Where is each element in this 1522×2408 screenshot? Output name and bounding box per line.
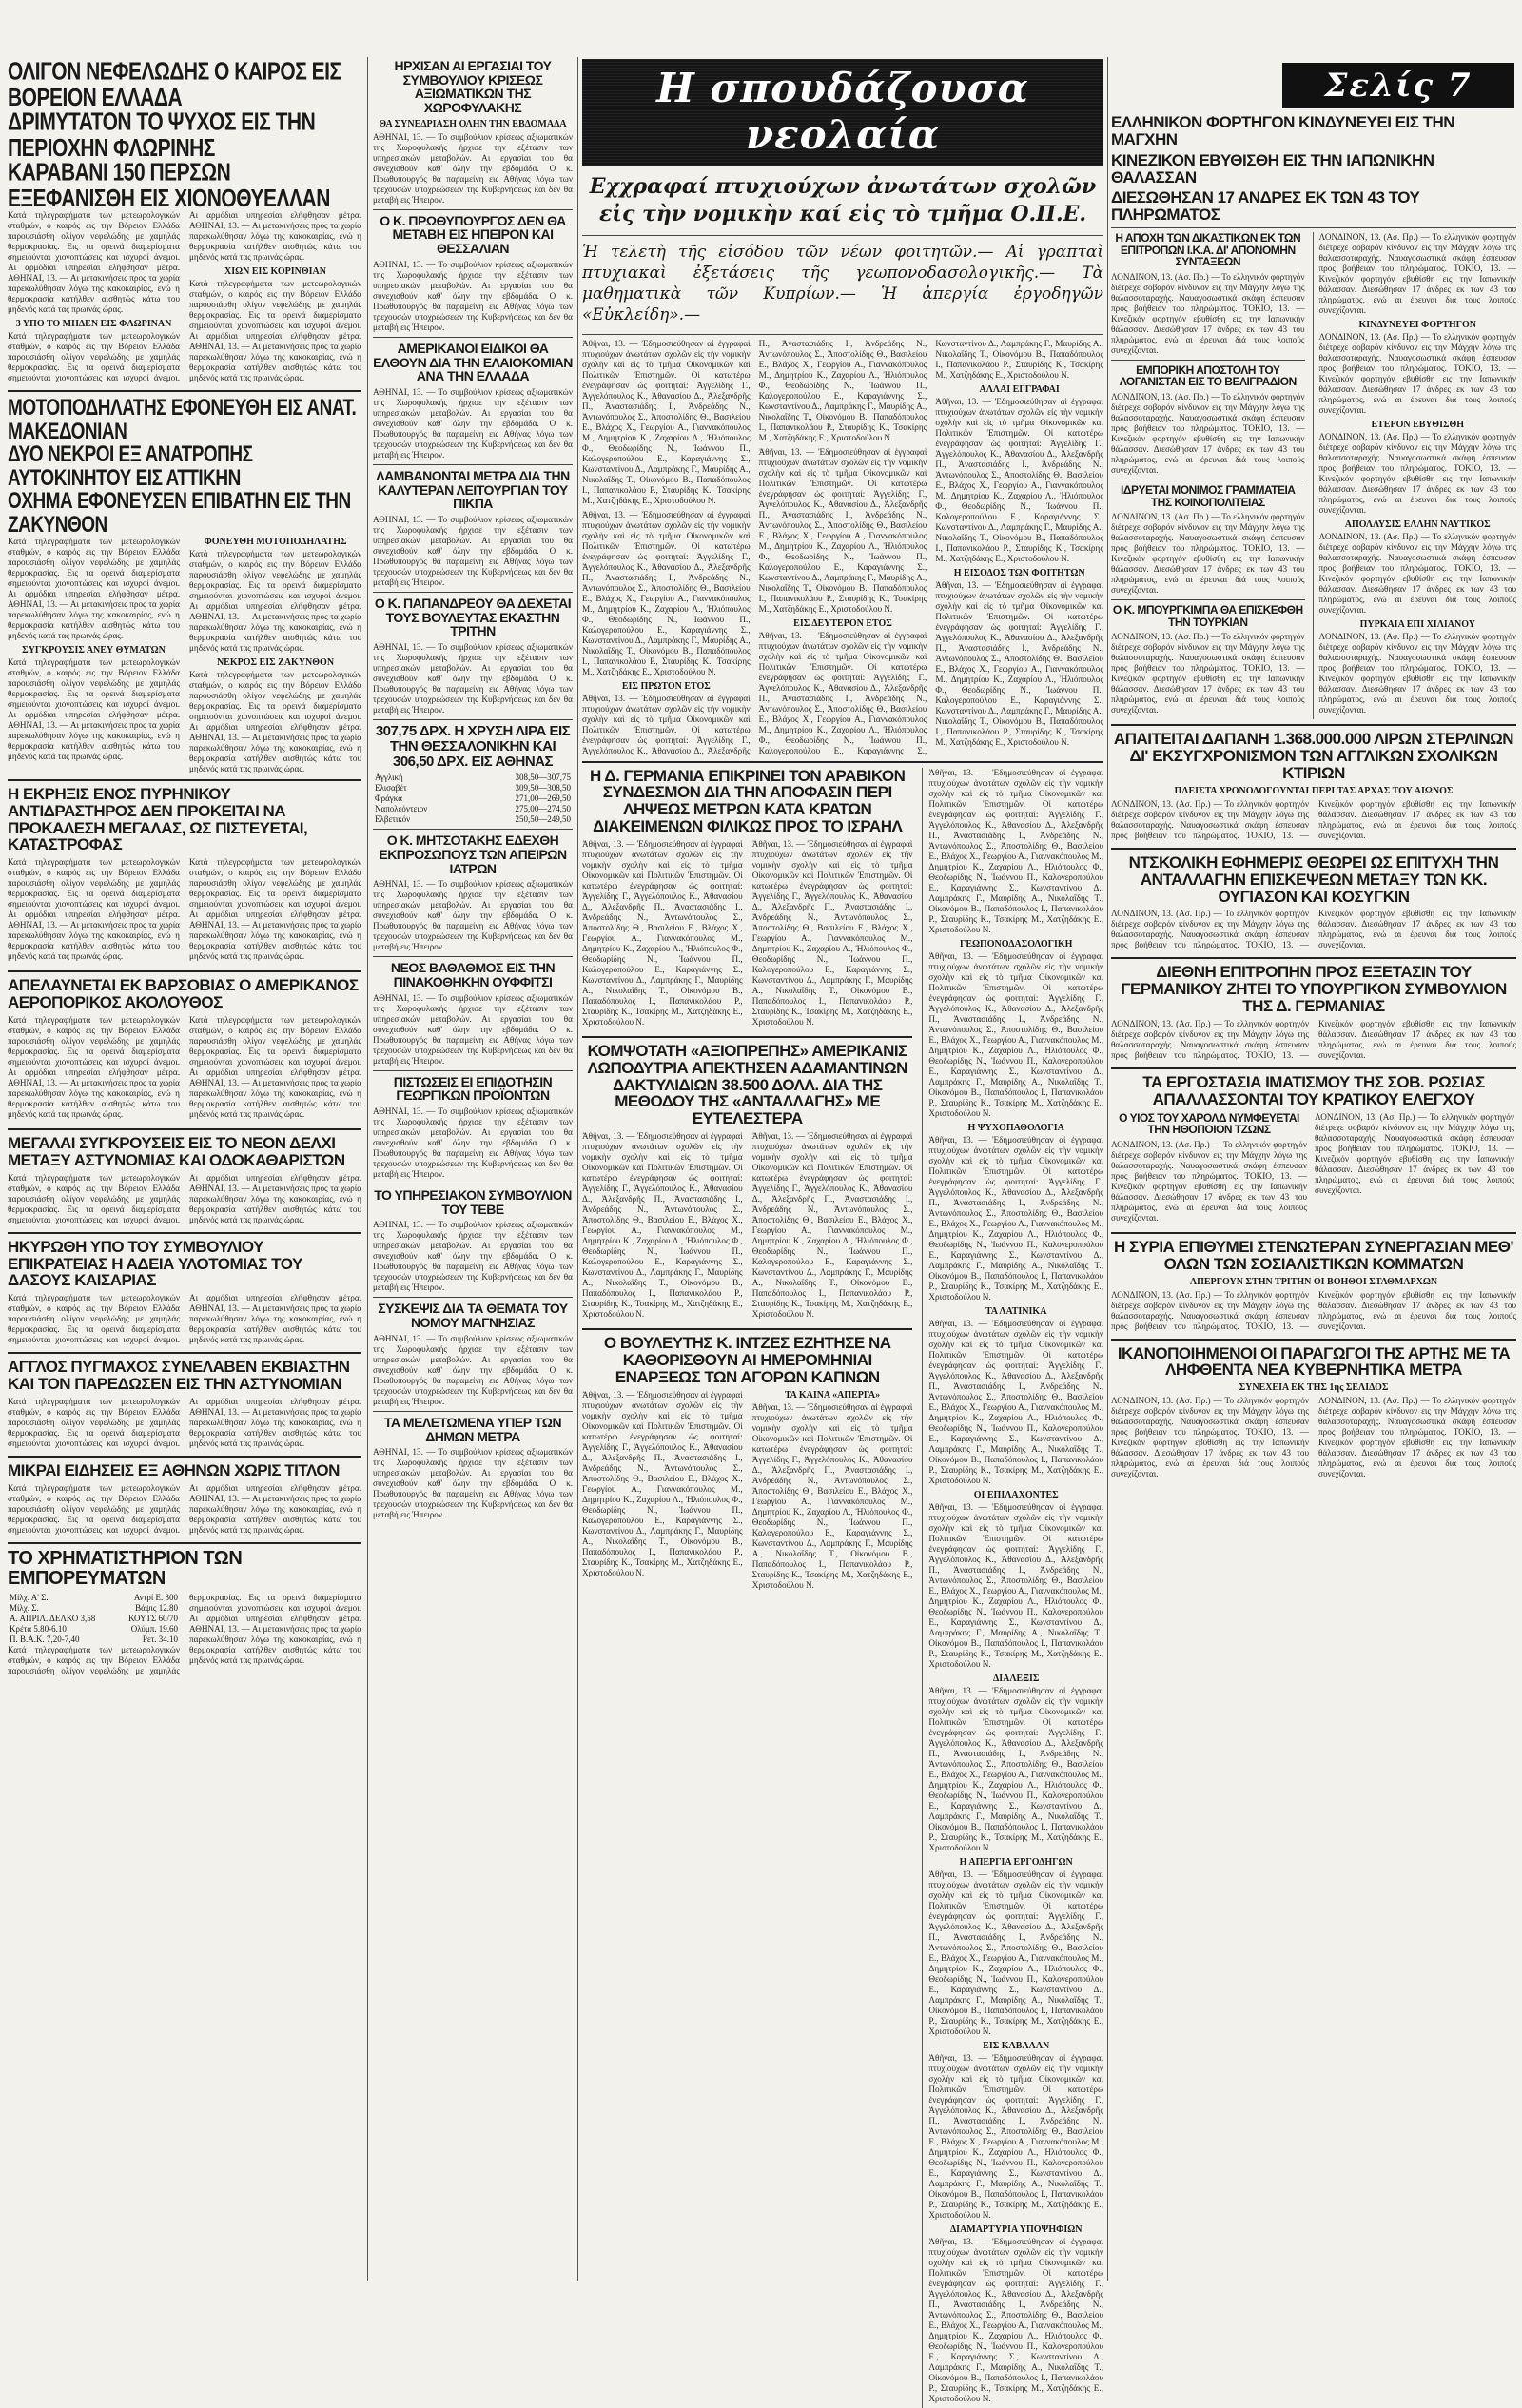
table-cell: Π. Β.Α.Κ. 7,20-7,40 (10, 1634, 80, 1644)
headline: ΙΔΡΥΕΤΑΙ ΜΟΝΙΜΟΣ ΓΡΑΜΜΑΤΕΙΑ ΤΗΣ ΚΟΙΝΟΠΟΛΙΤΕΙΑΣ (1121, 483, 1296, 509)
article-text: ΛΟΝΔΙΝΟΝ, 13. (Ασ. Πρ.) — Το ελληνικόν φορτηγόν διέτρεχε σοβαρόν κίνδυνον εις την Μάγχην λόγω της θαλασσοταραχής. Ναυαγοσωστικά σκάφη έσπευσαν προς βοήθειαν του πληρώματος. ΤΟΚΙΟ, 13. — Κινεζικόν φορτηγόν εβυθίσθη εις την Ιαπωνικήν θάλασσαν. Διεσώθησαν 17 άνδρες εκ των 43 του πληρώματος, ενώ αι έρευναι διά τους λοιπούς συνεχίζονται. (1111, 632, 1305, 715)
headline: ΝΕΟΣ ΒΑΘΑΘΜΟΣ ΕΙΣ ΤΗΝ ΠΙΝΑΚΟΘΗΚΗΝ ΟΥΦΦΙΤΣΙ (390, 960, 556, 989)
article-text: ΛΟΝΔΙΝΟΝ, 13. (Ασ. Πρ.) — Το ελληνικόν φορτηγόν διέτρεχε σοβαρόν κίνδυνον εις την Μάγχην λόγω της θαλασσοταραχής. Ναυαγοσωστικά σκάφη έσπευσαν προς βοήθειαν του πληρώματος. ΤΟΚΙΟ, 13. — Κινεζικόν φορτηγόν εβυθίσθη εις την Ιαπωνικήν θάλασσαν. Διεσώθησαν 17 άνδρες εκ των 43 του πληρώματος, ενώ αι έρευναι διά τους λοιπούς συνεχίζονται. (1111, 1396, 1309, 1479)
article-text: ΑΘΗΝΑΙ, 13. — Το συμβούλιον κρίσεως αξιωματικών της Χωροφυλακής ήρχισε την εξέτασιν των υπηρεσιακών μεταβολών. Αι εργασίαι του θα συνεχισθούν καθ' όλην την εβδομάδα. Ο κ. Πρωθυπουργός θα παραμείνη εις Αθήνας λόγω των τρεχουσών υποχρεώσεων της Κυβερνήσεως και δεν θα μεταβή εις Ήπειρον. (373, 879, 573, 952)
article-text: ΛΟΝΔΙΝΟΝ, 13. (Ασ. Πρ.) — Το ελληνικόν φορτηγόν διέτρεχε σοβαρόν κίνδυνον εις την Μάγχην λόγω της θαλασσοταραχής. Ναυαγοσωστικά σκάφη έσπευσαν προς βοήθειαν του πληρώματος. ΤΟΚΙΟ, 13. — Κινεζικόν φορτηγόν εβυθίσθη εις την Ιαπωνικήν θάλασσαν. Διεσώθησαν 17 άνδρες εκ των 43 του πληρώματος, ενώ αι έρευναι διά τους λοιπούς συνεχίζονται. (1318, 432, 1516, 516)
headline: ΜΙΚΡΑΙ ΕΙΔΗΣΕΙΣ ΕΞ ΑΘΗΝΩΝ ΧΩΡΙΣ ΤΙΤΛΟΝ (8, 1460, 340, 1479)
table-cell: Ελβετικόν (375, 814, 411, 825)
subheadline: ΤΑ ΚΑΙΝΑ «ΑΠΕΡΓΑ» (784, 1389, 881, 1400)
table-row (373, 773, 573, 783)
subheadline: ΣΥΓΚΡΟΥΣΙΣ ΑΝΕΥ ΘΥΜΑΤΩΝ (22, 644, 166, 656)
headline: ΗΡΧΙΣΑΝ ΑΙ ΕΡΓΑΣΙΑΙ ΤΟΥ ΣΥΜΒΟΥΛΙΟΥ ΚΡΙΣΕΩΣ ΑΞΙΩΜΑΤΙΚΩΝ ΤΗΣ ΧΩΡΟΦΥΛΑΚΗΣ (394, 58, 552, 116)
article-text: Κατά τηλεγραφήματα των μετεωρολογικών σταθμών, ο καιρός εις την Βόρειον Ελλάδα παρουσιάσθη ολίγον νεφελώδης με χαμηλάς θερμοκρασίας. Εις τα ορεινά διαμερίσματα σημειούνται χιονοπτώσεις και ισχυροί άνεμοι. Αι αρμόδιαι υπηρεσίαι ελήφθησαν μέτρα. ΑΘΗΝΑΙ, 13. — Αι μετακινήσεις προς τα χωρία παρεκωλύθησαν λόγω της κακοκαιρίας, ενώ η θερμοκρασία κατήλθεν αισθητώς κάτω του μηδενός κατά τας πρωινάς ώρας. (8, 536, 180, 640)
article-text: Κατά τηλεγραφήματα των μετεωρολογικών σταθμών, ο καιρός εις την Βόρειον Ελλάδα παρουσιάσθη ολίγον νεφελώδης με χαμηλάς θερμοκρασίας. Εις τα ορεινά διαμερίσματα σημειούνται χιονοπτώσεις και ισχυροί άνεμοι. Αι αρμόδιαι υπηρεσίαι ελήφθησαν μέτρα. ΑΘΗΝΑΙ, 13. — Αι μετακινήσεις προς τα χωρία παρεκωλύθησαν λόγω της κακοκαιρίας, ενώ η θερμοκρασία κατήλθεν αισθητώς κάτω του μηδενός κατά τας πρωινάς ώρας. (8, 857, 180, 962)
subheadline: ΕΤΕΡΟΝ ΕΒΥΘΙΣΘΗ (1371, 420, 1465, 431)
article-text: ΛΟΝΔΙΝΟΝ, 13. (Ασ. Πρ.) — Το ελληνικόν φορτηγόν διέτρεχε σοβαρόν κίνδυνον εις την Μάγχην λόγω της θαλασσοταραχής. Ναυαγοσωστικά σκάφη έσπευσαν προς βοήθειαν του πληρώματος. ΤΟΚΙΟ, 13. — Κινεζικόν φορτηγόν εβυθίσθη εις την Ιαπωνικήν θάλασσαν. Διεσώθησαν 17 άνδρες εκ των 43 του πληρώματος, ενώ αι έρευναι διά τους λοιπούς συνεχίζονται. (1318, 632, 1516, 715)
headline: Ο Κ. ΜΠΟΥΡΓΚΙΜΠΑ ΘΑ ΕΠΙΣΚΕΦΘΗ ΤΗΝ ΤΟΥΡΚΙΑΝ (1112, 603, 1303, 629)
article-text: Κατά τηλεγραφήματα των μετεωρολογικών σταθμών, ο καιρός εις την Βόρειον Ελλάδα παρουσιάσθη ολίγον νεφελώδης με χαμηλάς θερμοκρασίας. Εις τα ορεινά διαμερίσματα σημειούνται χιονοπτώσεις και ισχυροί άνεμοι. Αι αρμόδιαι υπηρεσίαι ελήφθησαν μέτρα. ΑΘΗΝΑΙ, 13. — Αι μετακινήσεις προς τα χωρία παρεκωλύθησαν λόγω της κακοκαιρίας, ενώ η θερμοκρασία κατήλθεν αισθητώς κάτω του μηδενός κατά τας πρωινάς ώρας. (189, 548, 361, 653)
table-cell: Ρετ. 34.10 (142, 1634, 178, 1644)
article-text: Ἀθῆναι, 13. — Ἐδημοσιεύθησαν αἱ ἐγγραφαὶ πτυχιούχων ἀνωτάτων σχολῶν εἰς τὴν νομικὴν σχολὴν καὶ εἰς τὸ τμῆμα Οἰκονομικῶν καὶ Πολιτικῶν Ἐπιστημῶν. Οἱ κατωτέρω ἐνεγράφησαν ὡς φοιτηταί: Ἀγγελίδης Γ., Ἀγγελόπουλος Κ., Ἀθανασίου Δ., Ἀλεξανδρῆς Π., Ἀναστασιάδης Ι., Ἀνδρεάδης Ν., Ἀντωνόπουλος Σ., Ἀποστολίδης Θ., Βασιλείου Ε., Βλάχος Χ., Γεωργίου Α., Γιαννακόπουλος Μ., Δημητρίου Κ., Ζαχαρίου Λ., Ἠλιόπουλος Φ., Θεοδωρίδης Ν., Ἰωάννου Π., Καλογεροπούλου Ε., Καραγιάννης Σ., Κωνσταντίνου Δ., Λαμπράκης Γ., Μαυρίδης Α., Νικολαΐδης Τ., Οἰκονόμου Β., Παπαδόπουλος Ι., Παπανικολάου Ρ., Σταυρίδης Κ., Τσακίρης Μ., Χατζηδάκης Ε., Χριστοδούλου Ν. (935, 396, 1103, 563)
column-rule (577, 57, 578, 2281)
article-text: ΛΟΝΔΙΝΟΝ, 13. (Ασ. Πρ.) — Το ελληνικόν φορτηγόν διέτρεχε σοβαρόν κίνδυνον εις την Μάγχην λόγω της θαλασσοταραχής. Ναυαγοσωστικά σκάφη έσπευσαν προς βοήθειαν του πληρώματος. ΤΟΚΙΟ, 13. — Κινεζικόν φορτηγόν εβυθίσθη εις την Ιαπωνικήν θάλασσαν. Διεσώθησαν 17 άνδρες εκ των 43 του πληρώματος, ενώ αι έρευναι διά τους λοιπούς συνεχίζονται. (1111, 909, 1516, 950)
article-text: ΛΟΝΔΙΝΟΝ, 13. (Ασ. Πρ.) — Το ελληνικόν φορτηγόν διέτρεχε σοβαρόν κίνδυνον εις την Μάγχην λόγω της θαλασσοταραχής. Ναυαγοσωστικά σκάφη έσπευσαν προς βοήθειαν του πληρώματος. ΤΟΚΙΟ, 13. — Κινεζικόν φορτηγόν εβυθίσθη εις την Ιαπωνικήν θάλασσαν. Διεσώθησαν 17 άνδρες εκ των 43 του πληρώματος, ενώ αι έρευναι διά τους λοιπούς συνεχίζονται. (1318, 232, 1516, 316)
table-cell: Φράγκα (375, 793, 402, 804)
subheadline: ΘΑ ΣΥΝΕΔΡΙΑΣΗ ΟΛΗΝ ΤΗΝ ΕΒΔΟΜΑΔΑ (379, 118, 567, 129)
headline: ΚΟΜΨΟΤΑΤΗ «ΑΞΙΟΠΡΕΠΗΣ» ΑΜΕΡΙΚΑΝΙΣ ΛΩΠΟΔΥΤΡΙΑ ΑΠΕΚΤΗΣΕΝ ΑΔΑΜΑΝΤΙΝΩΝ ΔΑΚΤΥΛΙΔΙΩΝ 38.500 ΔΟΛΛ. ΔΙΑ ΤΗΣ ΜΕΘΟΔΟΥ ΤΗΣ «ΑΝΤΑΛΛΑΓΗΣ» ΜΕ ΕΥΤΕΛΕΣΤΕΡΑ (587, 1041, 907, 1128)
article-text: Ἀθῆναι, 13. — Ἐδημοσιεύθησαν αἱ ἐγγραφαὶ πτυχιούχων ἀνωτάτων σχολῶν εἰς τὴν νομικὴν σχολὴν καὶ εἰς τὸ τμῆμα Οἰκονομικῶν καὶ Πολιτικῶν Ἐπιστημῶν. Οἱ κατωτέρω ἐνεγράφησαν ὡς φοιτηταί: Ἀγγελίδης Γ., Ἀγγελόπουλος Κ., Ἀθανασίου Δ., Ἀλεξανδρῆς Π., Ἀναστασιάδης Ι., Ἀνδρεάδης Ν., Ἀντωνόπουλος Σ., Ἀποστολίδης Θ., Βασιλείου Ε., Βλάχος Χ., Γεωργίου Α., Γιαννακόπουλος Μ., Δημητρίου Κ., Ζαχαρίου Λ., Ἠλιόπουλος Φ., Θεοδωρίδης Ν., Ἰωάννου Π., Καλογεροπούλου Ε., Καραγιάννης Σ., Κωνσταντίνου Δ., Λαμπράκης Γ., Μαυρίδης Α., Νικολαΐδης Τ., Οἰκονόμου Β., Παπαδόπουλος Ι., Παπανικολάου Ρ., Σταυρίδης Κ., Τσακίρης Μ., Χατζηδάκης Ε., Χριστοδούλου Ν. (928, 1869, 1103, 2036)
subheadline: ΧΙΩΝ ΕΙΣ ΚΟΡΙΝΘΙΑΝ (224, 266, 326, 278)
subheadline: ΝΕΚΡΟΣ ΕΙΣ ΖΑΚΥΝΘΟΝ (216, 656, 335, 668)
headline: ΠΙΣΤΩΣΕΙΣ ΕΙ ΕΠΙΔΟΤΗΣΙΝ ΓΕΩΡΓΙΚΩΝ ΠΡΟΪΟΝΤΩΝ (393, 1073, 553, 1104)
headline: Ο Κ. ΜΗΤΣΟΤΑΚΗΣ ΕΔΕΧΘΗ ΕΚΠΡΟΣΩΠΟΥΣ ΤΩΝ ΑΠΕΙΡΩΝ ΙΑΤΡΩΝ (379, 832, 567, 876)
headline: ΜΕΓΑΛΑΙ ΣΥΓΚΡΟΥΣΕΙΣ ΕΙΣ ΤΟ ΝΕΟΝ ΔΕΛΧΙ ΜΕΤΑΞΥ ΑΣΤΥΝΟΜΙΑΣ ΚΑΙ ΟΔΟΚΑΘΑΡΙΣΤΩΝ (8, 1133, 345, 1169)
article-text: Κατά τηλεγραφήματα των μετεωρολογικών σταθμών, ο καιρός εις την Βόρειον Ελλάδα παρουσιάσθη ολίγον νεφελώδης με χαμηλάς θερμοκρασίας. Εις τα ορεινά διαμερίσματα σημειούνται χιονοπτώσεις και ισχυροί άνεμοι. Αι αρμόδιαι υπηρεσίαι ελήφθησαν μέτρα. ΑΘΗΝΑΙ, 13. — Αι μετακινήσεις προς τα χωρία παρεκωλύθησαν λόγω της κακοκαιρίας, ενώ η θερμοκρασία κατήλθεν αισθητώς κάτω του μηδενός κατά τας πρωινάς ώρας. (8, 1014, 180, 1119)
headline: ΤΑ ΜΕΛΕΤΩΜΕΝΑ ΥΠΕΡ ΤΩΝ ΔΗΜΩΝ ΜΕΤΡΑ (383, 1414, 562, 1444)
headline: ΤΟ ΥΠΗΡΕΣΙΑΚΟΝ ΣΥΜΒΟΥΛΙΟΝ ΤΟΥ ΤΕΒΕ (374, 1187, 572, 1217)
table-cell: 308,50—307,75 (515, 773, 571, 783)
headline: ΔΥΟ ΝΕΚΡΟΙ ΕΞ ΑΝΑΤΡΟΠΗΣ ΑΥΤΟΚΙΝΗΤΟΥ ΕΙΣ ΑΤΤΙΚΗΝ (8, 441, 253, 492)
headline: 307,75 ΔΡΧ. Η ΧΡΥΣΗ ΛΙΡΑ ΕΙΣ ΤΗΝ ΘΕΣΣΑΛΟΝΙΚΗΝ ΚΑΙ 306,50 ΔΡΧ. ΕΙΣ ΑΘΗΝΑΣ (375, 723, 571, 770)
table-row (8, 1614, 180, 1624)
article-text: Ἀθῆναι, 13. — Ἐδημοσιεύθησαν αἱ ἐγγραφαὶ πτυχιούχων ἀνωτάτων σχολῶν εἰς τὴν νομικὴν σχολὴν καὶ εἰς τὸ τμῆμα Οἰκονομικῶν καὶ Πολιτικῶν Ἐπιστημῶν. Οἱ κατωτέρω ἐνεγράφησαν ὡς φοιτηταί: Ἀγγελίδης Γ., Ἀγγελόπουλος Κ., Ἀθανασίου Δ., Ἀλεξανδρῆς Π., Ἀναστασιάδης Ι., Ἀνδρεάδης Ν., Ἀντωνόπουλος Σ., Ἀποστολίδης Θ., Βασιλείου Ε., Βλάχος Χ., Γεωργίου Α., Γιαννακόπουλος Μ., Δημητρίου Κ., Ζαχαρίου Λ., Ἠλιόπουλος Φ., Θεοδωρίδης Ν., Ἰωάννου Π., Καλογεροπούλου Ε., Καραγιάννης Σ., Κωνσταντίνου Δ., Λαμπράκης Γ., Μαυρίδης Α., Νικολαΐδης Τ., Οἰκονόμου Β., Παπαδόπουλος Ι., Παπανικολάου Ρ., Σταυρίδης Κ., Τσακίρης Μ., Χατζηδάκης Ε., Χριστοδούλου Ν. (758, 446, 927, 614)
article-text: Κατά τηλεγραφήματα των μετεωρολογικών σταθμών, ο καιρός εις την Βόρειον Ελλάδα παρουσιάσθη ολίγον νεφελώδης με χαμηλάς θερμοκρασίας. Εις τα ορεινά διαμερίσματα σημειούνται χιονοπτώσεις και ισχυροί άνεμοι. Αι αρμόδιαι υπηρεσίαι ελήφθησαν μέτρα. ΑΘΗΝΑΙ, 13. — Αι μετακινήσεις προς τα χωρία παρεκωλύθησαν λόγω της κακοκαιρίας, ενώ η θερμοκρασία κατήλθεν αισθητώς κάτω του μηδενός κατά τας πρωινάς ώρας. (8, 210, 361, 383)
table-cell: Αντρί Ε. 300 (133, 1592, 178, 1602)
table-row (373, 804, 573, 814)
table-cell: 250,50—249,50 (515, 814, 571, 825)
headline: ΝΤΣΚΟΛΙΚΗ ΕΦΗΜΕΡΙΣ ΘΕΩΡΕΙ ΩΣ ΕΠΙΤΥΧΗ ΤΗΝ ΑΝΤΑΛΛΑΓΗΝ ΕΠΙΣΚΕΨΕΩΝ ΜΕΤΑΞΥ ΤΩΝ ΚΚ. ΟΥΓΙΑΣΟΝ ΚΑΙ ΚΟΣΥΓΚΙΝ (1128, 852, 1499, 906)
headline: ΣΥΣΚΕΨΙΣ ΔΙΑ ΤΑ ΘΕΜΑΤΑ ΤΟΥ ΝΟΜΟΥ ΜΑΓΝΗΣΙΑΣ (378, 1301, 568, 1331)
commodity-table (8, 1593, 180, 1645)
table-row (373, 814, 573, 825)
article-text: ΛΟΝΔΙΝΟΝ, 13. (Ασ. Πρ.) — Το ελληνικόν φορτηγόν διέτρεχε σοβαρόν κίνδυνον εις την Μάγχην λόγω της θαλασσοταραχής. Ναυαγοσωστικά σκάφη έσπευσαν προς βοήθειαν του πληρώματος. ΤΟΚΙΟ, 13. — Κινεζικόν φορτηγόν εβυθίσθη εις την Ιαπωνικήν θάλασσαν. Διεσώθησαν 17 άνδρες εκ των 43 του πληρώματος, ενώ αι έρευναι διά τους λοιπούς συνεχίζονται. (1111, 392, 1305, 476)
article-text: Ἀθῆναι, 13. — Ἐδημοσιεύθησαν αἱ ἐγγραφαὶ πτυχιούχων ἀνωτάτων σχολῶν εἰς τὴν νομικὴν σχολὴν καὶ εἰς τὸ τμῆμα Οἰκονομικῶν καὶ Πολιτικῶν Ἐπιστημῶν. Οἱ κατωτέρω ἐνεγράφησαν ὡς φοιτηταί: Ἀγγελίδης Γ., Ἀγγελόπουλος Κ., Ἀθανασίου Δ., Ἀλεξανδρῆς Π., Ἀναστασιάδης Ι., Ἀνδρεάδης Ν., Ἀντωνόπουλος Σ., Ἀποστολίδης Θ., Βασιλείου Ε., Βλάχος Χ., Γεωργίου Α., Γιαννακόπουλος Μ., Δημητρίου Κ., Ζαχαρίου Λ., Ἠλιόπουλος Φ., Θεοδωρίδης Ν., Ἰωάννου Π., Καλογεροπούλου Ε., Καραγιάννης Σ., Κωνσταντίνου Δ., Λαμπράκης Γ., Μαυρίδης Α., Νικολαΐδης Τ., Οἰκονόμου Β., Παπαδόπουλος Ι., Παπανικολάου Ρ., Σταυρίδης Κ., Τσακίρης Μ., Χατζηδάκης Ε., Χριστοδούλου Ν. (928, 2052, 1103, 2220)
headline: ΔΡΙΜΥΤΑΤΟΝ ΤΟ ΨΥΧΟΣ ΕΙΣ ΤΗΝ ΠΕΡΙΟΧΗΝ ΦΛΩΡΙΝΗΣ (8, 108, 316, 163)
article-text: ΑΘΗΝΑΙ, 13. — Το συμβούλιον κρίσεως αξιωματικών της Χωροφυλακής ήρχισε την εξέτασιν των υπηρεσιακών μεταβολών. Αι εργασίαι του θα συνεχισθούν καθ' όλην την εβδομάδα. Ο κ. Πρωθυπουργός θα παραμείνη εις Αθήνας λόγω των τρεχουσών υποχρεώσεων της Κυβερνήσεως και δεν θα μεταβή εις Ήπειρον. (373, 131, 573, 205)
article-text: Κατά τηλεγραφήματα των μετεωρολογικών σταθμών, ο καιρός εις την Βόρειον Ελλάδα παρουσιάσθη ολίγον νεφελώδης με χαμηλάς θερμοκρασίας. Εις τα ορεινά διαμερίσματα σημειούνται χιονοπτώσεις και ισχυροί άνεμοι. Αι αρμόδιαι υπηρεσίαι ελήφθησαν μέτρα. ΑΘΗΝΑΙ, 13. — Αι μετακινήσεις προς τα χωρία παρεκωλύθησαν λόγω της κακοκαιρίας, ενώ η θερμοκρασία κατήλθεν αισθητώς κάτω του μηδενός κατά τας πρωινάς ώρας. (8, 1293, 361, 1345)
headline: ΑΓΓΛΟΣ ΠΥΓΜΑΧΟΣ ΣΥΝΕΛΑΒΕΝ ΕΚΒΙΑΣΤΗΝ ΚΑΙ ΤΟΝ ΠΑΡΕΔΩΣΕΝ ΕΙΣ ΤΗΝ ΑΣΤΥΝΟΜΙΑΝ (8, 1358, 350, 1394)
article-text: Κατά τηλεγραφήματα των μετεωρολογικών σταθμών, ο καιρός εις την Βόρειον Ελλάδα παρουσιάσθη ολίγον νεφελώδης με χαμηλάς θερμοκρασίας. Εις τα ορεινά διαμερίσματα σημειούνται χιονοπτώσεις και ισχυροί άνεμοι. Αι αρμόδιαι υπηρεσίαι ελήφθησαν μέτρα. ΑΘΗΝΑΙ, 13. — Αι μετακινήσεις προς τα χωρία παρεκωλύθησαν λόγω της κακοκαιρίας, ενώ η θερμοκρασία κατήλθεν αισθητώς κάτω του μηδενός κατά τας πρωινάς ώρας. (8, 1396, 361, 1448)
article-text: ΑΘΗΝΑΙ, 13. — Το συμβούλιον κρίσεως αξιωματικών της Χωροφυλακής ήρχισε την εξέτασιν των υπηρεσιακών μεταβολών. Αι εργασίαι του θα συνεχισθούν καθ' όλην την εβδομάδα. Ο κ. Πρωθυπουργός θα παραμείνη εις Αθήνας λόγω των τρεχουσών υποχρεώσεων της Κυβερνήσεως και δεν θα μεταβή εις Ήπειρον. (373, 259, 573, 332)
table-cell: Α. ΑΠΡΙΛ. ΔΕΛΚΟ 3,58 (10, 1613, 96, 1623)
table-row (8, 1603, 180, 1614)
headline: Η ΑΠΟΧΗ ΤΩΝ ΔΙΚΑΣΤΙΚΩΝ ΕΚ ΤΩΝ ΕΠΙΤΡΟΠΩΝ Ι.Κ.Α. ΔΙ' ΑΠΟΝΟΜΗΝ ΣΥΝΤΑΞΕΩΝ (1115, 231, 1301, 269)
column-center-left (373, 59, 573, 2279)
article-text: Ἀθῆναι, 13. — Ἐδημοσιεύθησαν αἱ ἐγγραφαὶ πτυχιούχων ἀνωτάτων σχολῶν εἰς τὴν νομικὴν σχολὴν καὶ εἰς τὸ τμῆμα Οἰκονομικῶν καὶ Πολιτικῶν Ἐπιστημῶν. Οἱ κατωτέρω ἐνεγράφησαν ὡς φοιτηταί: Ἀγγελίδης Γ., Ἀγγελόπουλος Κ., Ἀθανασίου Δ., Ἀλεξανδρῆς Π., Ἀναστασιάδης Ι., Ἀνδρεάδης Ν., Ἀντωνόπουλος Σ., Ἀποστολίδης Θ., Βασιλείου Ε., Βλάχος Χ., Γεωργίου Α., Γιαννακόπουλος Μ., Δημητρίου Κ., Ζαχαρίου Λ., Ἠλιόπουλος Φ., Θεοδωρίδης Ν., Ἰωάννου Π., Καλογεροπούλου Ε., Καραγιάννης Σ., Κωνσταντίνου Δ., Λαμπράκης Γ., Μαυρίδης Α., Νικολαΐδης Τ., Οἰκονόμου Β., Παπαδόπουλος Ι., Παπανικολάου Ρ., Σταυρίδης Κ., Τσακίρης Μ., Χατζηδάκης Ε., Χριστοδούλου Ν. (582, 338, 751, 505)
subheadline: ΠΥΡΚΑΙΑ ΕΠΙ ΧΙΛΙΑΝΟΥ (1359, 619, 1475, 631)
headline: Ο Κ. ΠΑΠΑΝΔΡΕΟΥ ΘΑ ΔΕΧΕΤΑΙ ΤΟΥΣ ΒΟΥΛΕΥΤΑΣ ΕΚΑΣΤΗΝ ΤΡΙΤΗΝ (374, 595, 572, 639)
subheadline: ΠΛΕΙΣΤΑ ΧΡΟΝΟΛΟΓΟΥΝΤΑΙ ΠΕΡΙ ΤΑΣ ΑΡΧΑΣ ΤΟΥ ΑΙΩΝΟΣ (1174, 785, 1454, 796)
article-text: Κατά τηλεγραφήματα των μετεωρολογικών σταθμών, ο καιρός εις την Βόρειον Ελλάδα παρουσιάσθη ολίγον νεφελώδης με χαμηλάς θερμοκρασίας. Εις τα ορεινά διαμερίσματα σημειούνται χιονοπτώσεις και ισχυροί άνεμοι. Αι αρμόδιαι υπηρεσίαι ελήφθησαν μέτρα. ΑΘΗΝΑΙ, 13. — Αι μετακινήσεις προς τα χωρία παρεκωλύθησαν λόγω της κακοκαιρίας, ενώ η θερμοκρασία κατήλθεν αισθητώς κάτω του μηδενός κατά τας πρωινάς ώρας. (189, 857, 361, 962)
table-cell: Ναπολεόντειον (375, 804, 428, 814)
column-rule (1107, 57, 1108, 2281)
subheadline: ΤΑ ΛΑΤΙΝΙΚΑ (985, 1305, 1047, 1317)
table-cell: 309,50—308,50 (515, 783, 571, 793)
headline: ΑΜΕΡΙΚΑΝΟΙ ΕΙΔΙΚΟΙ ΘΑ ΕΛΘΟΥΝ ΔΙΑ ΤΗΝ ΕΛΑΙΟΚΟΜΙΑΝ ΑΝΑ ΤΗΝ ΕΛΛΑΔΑ (373, 340, 573, 384)
article-text: ΛΟΝΔΙΝΟΝ, 13. (Ασ. Πρ.) — Το ελληνικόν φορτηγόν διέτρεχε σοβαρόν κίνδυνον εις την Μάγχην λόγω της θαλασσοταραχής. Ναυαγοσωστικά σκάφη έσπευσαν προς βοήθειαν του πληρώματος. ΤΟΚΙΟ, 13. — Κινεζικόν φορτηγόν εβυθίσθη εις την Ιαπωνικήν θάλασσαν. Διεσώθησαν 17 άνδρες εκ των 43 του πληρώματος, ενώ αι έρευναι διά τους λοιπούς συνεχίζονται. (1111, 1289, 1516, 1331)
subheadline: ΑΛΛΑΙ ΕΓΓΡΑΦΑΙ (979, 383, 1060, 395)
article-text: Κατά τηλεγραφήματα των μετεωρολογικών σταθμών, ο καιρός εις την Βόρειον Ελλάδα παρουσιάσθη ολίγον νεφελώδης με χαμηλάς θερμοκρασίας. Εις τα ορεινά διαμερίσματα σημειούνται χιονοπτώσεις και ισχυροί άνεμοι. Αι αρμόδιαι υπηρεσίαι ελήφθησαν μέτρα. ΑΘΗΝΑΙ, 13. — Αι μετακινήσεις προς τα χωρία παρεκωλύθησαν λόγω της κακοκαιρίας, ενώ η θερμοκρασία κατήλθεν αισθητώς κάτω του μηδενός κατά τας πρωινάς ώρας. (8, 1592, 361, 1675)
article-text: Ἀθῆναι, 13. — Ἐδημοσιεύθησαν αἱ ἐγγραφαὶ πτυχιούχων ἀνωτάτων σχολῶν εἰς τὴν νομικὴν σχολὴν καὶ εἰς τὸ τμῆμα Οἰκονομικῶν καὶ Πολιτικῶν Ἐπιστημῶν. Οἱ κατωτέρω ἐνεγράφησαν ὡς φοιτηταί: Ἀγγελίδης Γ., Ἀγγελόπουλος Κ., Ἀθανασίου Δ., Ἀλεξανδρῆς Π., Ἀναστασιάδης Ι., Ἀνδρεάδης Ν., Ἀντωνόπουλος Σ., Ἀποστολίδης Θ., Βασιλείου Ε., Βλάχος Χ., Γεωργίου Α., Γιαννακόπουλος Μ., Δημητρίου Κ., Ζαχαρίου Λ., Ἠλιόπουλος Φ., Θεοδωρίδης Ν., Ἰωάννου Π., Καλογεροπούλου Ε., Καραγιάννης Σ., Κωνσταντίνου Δ., Λαμπράκης Γ., Μαυρίδης Α., Νικολαΐδης Τ., Οἰκονόμου Β., Παπαδόπουλος Ι., Παπανικολάου Ρ., Σταυρίδης Κ., Τσακίρης Μ., Χατζηδάκης Ε., Χριστοδούλου Ν. (928, 1318, 1103, 1485)
table-row (373, 783, 573, 793)
article-text: Ἀθῆναι, 13. — Ἐδημοσιεύθησαν αἱ ἐγγραφαὶ πτυχιούχων ἀνωτάτων σχολῶν εἰς τὴν νομικὴν σχολὴν καὶ εἰς τὸ τμῆμα Οἰκονομικῶν καὶ Πολιτικῶν Ἐπιστημῶν. Οἱ κατωτέρω ἐνεγράφησαν ὡς φοιτηταί: Ἀγγελίδης Γ., Ἀγγελόπουλος Κ., Ἀθανασίου Δ., Ἀλεξανδρῆς Π., Ἀναστασιάδης Ι., Ἀνδρεάδης Ν., Ἀντωνόπουλος Σ., Ἀποστολίδης Θ., Βασιλείου Ε., Βλάχος Χ., Γεωργίου Α., Γιαννακόπουλος Μ., Δημητρίου Κ., Ζαχαρίου Λ., Ἠλιόπουλος Φ., Θεοδωρίδης Ν., Ἰωάννου Π., Καλογεροπούλου Ε., Καραγιάννης Σ., Κωνσταντίνου Δ., Λαμπράκης Γ., Μαυρίδης Α., Νικολαΐδης Τ., Οἰκονόμου Β., Παπαδόπουλος Ι., Παπανικολάου Ρ., Σταυρίδης Κ., Τσακίρης Μ., Χατζηδάκης Ε., Χριστοδούλου Ν. (935, 579, 1103, 747)
table-row (8, 1635, 180, 1645)
subheadline: ΔΙΑΜΑΡΤΥΡΙΑ ΥΠΟΨΗΦΙΩΝ (949, 2223, 1083, 2235)
article-text: Ἀθῆναι, 13. — Ἐδημοσιεύθησαν αἱ ἐγγραφαὶ πτυχιούχων ἀνωτάτων σχολῶν εἰς τὴν νομικὴν σχολὴν καὶ εἰς τὸ τμῆμα Οἰκονομικῶν καὶ Πολιτικῶν Ἐπιστημῶν. Οἱ κατωτέρω ἐνεγράφησαν ὡς φοιτηταί: Ἀγγελίδης Γ., Ἀγγελόπουλος Κ., Ἀθανασίου Δ., Ἀλεξανδρῆς Π., Ἀναστασιάδης Ι., Ἀνδρεάδης Ν., Ἀντωνόπουλος Σ., Ἀποστολίδης Θ., Βασιλείου Ε., Βλάχος Χ., Γεωργίου Α., Γιαννακόπουλος Μ., Δημητρίου Κ., Ζαχαρίου Λ., Ἠλιόπουλος Φ., Θεοδωρίδης Ν., Ἰωάννου Π., Καλογεροπούλου Ε., Καραγιάννης Σ., Κωνσταντίνου Δ., Λαμπράκης Γ., Μαυρίδης Α., Νικολαΐδης Τ., Οἰκονόμου Β., Παπαδόπουλος Ι., Παπανικολάου Ρ., Σταυρίδης Κ., Τσακίρης Μ., Χατζηδάκης Ε., Χριστοδούλου Ν. (928, 1501, 1103, 1669)
subheadline: ΦΟΝΕΥΘΗ ΜΟΤΟΠΟΔΗΛΑΤΗΣ (204, 536, 347, 547)
table-cell: 275,00—274,50 (515, 804, 571, 814)
article-text: Ἀθῆναι, 13. — Ἐδημοσιεύθησαν αἱ ἐγγραφαὶ πτυχιούχων ἀνωτάτων σχολῶν εἰς τὴν νομικὴν σχολὴν καὶ εἰς τὸ τμῆμα Οἰκονομικῶν καὶ Πολιτικῶν Ἐπιστημῶν. Οἱ κατωτέρω ἐνεγράφησαν ὡς φοιτηταί: Ἀγγελίδης Γ., Ἀγγελόπουλος Κ., Ἀθανασίου Δ., Ἀλεξανδρῆς Π., Ἀναστασιάδης Ι., Ἀνδρεάδης Ν., Ἀντωνόπουλος Σ., Ἀποστολίδης Θ., Βασιλείου Ε., Βλάχος Χ., Γεωργίου Α., Γιαννακόπουλος Μ., Δημητρίου Κ., Ζαχαρίου Λ., Ἠλιόπουλος Φ., Θεοδωρίδης Ν., Ἰωάννου Π., Καλογεροπούλου Ε., Καραγιάννης Σ., Κωνσταντίνου Δ., Λαμπράκης Γ., Μαυρίδης Α., Νικολαΐδης Τ., Οἰκονόμου Β., Παπαδόπουλος Ι., Παπανικολάου Ρ., Σταυρίδης Κ., Τσακίρης Μ., Χατζηδάκης Ε., Χριστοδούλου Ν. (758, 338, 1103, 755)
subheadline: ΚΙΝΔΥΝΕΥΕΙ ΦΟΡΤΗΓΟΝ (1358, 320, 1477, 331)
article-text: ΑΘΗΝΑΙ, 13. — Το συμβούλιον κρίσεως αξιωματικών της Χωροφυλακής ήρχισε την εξέτασιν των υπηρεσιακών μεταβολών. Αι εργασίαι του θα συνεχισθούν καθ' όλην την εβδομάδα. Ο κ. Πρωθυπουργός θα παραμείνη εις Αθήνας λόγω των τρεχουσών υποχρεώσεων της Κυβερνήσεως και δεν θα μεταβή εις Ήπειρον. (373, 1106, 573, 1180)
subheadline: ΕΙΣ ΚΑΒΑΛΑΝ (983, 2040, 1050, 2051)
headline: ΙΚΑΝΟΠΟΙΗΜΕΝΟΙ ΟΙ ΠΑΡΑΓΩΓΟΙ ΤΗΣ ΑΡΤΗΣ ΜΕ ΤΑ ΛΗΦΘΕΝΤΑ ΝΕΑ ΚΥΒΕΡΝΗΤΙΚΑ ΜΕΤΡΑ (1117, 1343, 1511, 1380)
column-right (1111, 114, 1516, 2279)
article-text: ΑΘΗΝΑΙ, 13. — Το συμβούλιον κρίσεως αξιωματικών της Χωροφυλακής ήρχισε την εξέτασιν των υπηρεσιακών μεταβολών. Αι εργασίαι του θα συνεχισθούν καθ' όλην την εβδομάδα. Ο κ. Πρωθυπουργός θα παραμείνη εις Αθήνας λόγω των τρεχουσών υποχρεώσεων της Κυβερνήσεως και δεν θα μεταβή εις Ήπειρον. (373, 1220, 573, 1293)
headline: Ο ΥΙΟΣ ΤΟΥ ΧΑΡΟΛΔ ΝΥΜΦΕΥΕΤΑΙ ΤΗΝ ΗΘΟΠΟΙΟΝ ΤΖΩΝΣ (1119, 1110, 1299, 1137)
article-text: Ἀθῆναι, 13. — Ἐδημοσιεύθησαν αἱ ἐγγραφαὶ πτυχιούχων ἀνωτάτων σχολῶν εἰς τὴν νομικὴν σχολὴν καὶ εἰς τὸ τμῆμα Οἰκονομικῶν καὶ Πολιτικῶν Ἐπιστημῶν. Οἱ κατωτέρω ἐνεγράφησαν ὡς φοιτηταί: Ἀγγελίδης Γ., Ἀγγελόπουλος Κ., Ἀθανασίου Δ., Ἀλεξανδρῆς Π., Ἀναστασιάδης Ι., Ἀνδρεάδης Ν., Ἀντωνόπουλος Σ., Ἀποστολίδης Θ., Βασιλείου Ε., Βλάχος Χ., Γεωργίου Α., Γιαννακόπουλος Μ., Δημητρίου Κ., Ζαχαρίου Λ., Ἠλιόπουλος Φ., Θεοδωρίδης Ν., Ἰωάννου Π., Καλογεροπούλου Ε., Καραγιάννης Σ., Κωνσταντίνου Δ., Λαμπράκης Γ., Μαυρίδης Α., Νικολαΐδης Τ., Οἰκονόμου Β., Παπαδόπουλος Ι., Παπανικολάου Ρ., Σταυρίδης Κ., Τσακίρης Μ., Χατζηδάκης Ε., Χριστοδούλου Ν. (928, 1685, 1103, 1852)
kicker-text: Ἡ τελετὴ τῆς εἰσόδου τῶν νέων φοιτητῶν.— Αἱ γραπταὶ πτυχιακαὶ ἐξετάσεις τῆς γεωπονοδασολογικῆς.— Τὰ μαθηματικὰ τῶν Κυπρίων.— Ἡ ἀπεργία ἐργοδηγῶν «Εὐκλείδη».— (582, 243, 1103, 325)
column-center (582, 59, 1103, 2403)
article-text: ΛΟΝΔΙΝΟΝ, 13. (Ασ. Πρ.) — Το ελληνικόν φορτηγόν διέτρεχε σοβαρόν κίνδυνον εις την Μάγχην λόγω της θαλασσοταραχής. Ναυαγοσωστικά σκάφη έσπευσαν προς βοήθειαν του πληρώματος. ΤΟΚΙΟ, 13. — Κινεζικόν φορτηγόν εβυθίσθη εις την Ιαπωνικήν θάλασσαν. Διεσώθησαν 17 άνδρες εκ των 43 του πληρώματος, ενώ αι έρευναι διά τους λοιπούς συνεχίζονται. (1318, 332, 1516, 416)
headline: ΜΟΤΟΠΟΔΗΛΑΤΗΣ ΕΦΟΝΕΥΘΗ ΕΙΣ ΑΝΑΤ. ΜΑΚΕΔΟΝΙΑΝ (8, 396, 357, 445)
table-row (373, 793, 573, 804)
article-text: Ἀθῆναι, 13. — Ἐδημοσιεύθησαν αἱ ἐγγραφαὶ πτυχιούχων ἀνωτάτων σχολῶν εἰς τὴν νομικὴν σχολὴν καὶ εἰς τὸ τμῆμα Οἰκονομικῶν καὶ Πολιτικῶν Ἐπιστημῶν. Οἱ κατωτέρω ἐνεγράφησαν ὡς φοιτηταί: Ἀγγελίδης Γ., Ἀγγελόπουλος Κ., Ἀθανασίου Δ., Ἀλεξανδρῆς Π., Ἀναστασιάδης Ι., Ἀνδρεάδης Ν., Ἀντωνόπουλος Σ., Ἀποστολίδης Θ., Βασιλείου Ε., Βλάχος Χ., Γεωργίου Α., Γιαννακόπουλος Μ., Δημητρίου Κ., Ζαχαρίου Λ., Ἠλιόπουλος Φ., Θεοδωρίδης Ν., Ἰωάννου Π., Καλογεροπούλου Ε., Καραγιάννης Σ., Κωνσταντίνου Δ., Λαμπράκης Γ., Μαυρίδης Α., Νικολαΐδης Τ., Οἰκονόμου Β., Παπαδόπουλος Ι., Παπανικολάου Ρ., Σταυρίδης Κ., Τσακίρης Μ., Χατζηδάκης Ε., Χριστοδούλου Ν. (582, 1131, 743, 1320)
article-text: Ἀθῆναι, 13. — Ἐδημοσιεύθησαν αἱ ἐγγραφαὶ πτυχιούχων ἀνωτάτων σχολῶν εἰς τὴν νομικὴν σχολὴν καὶ εἰς τὸ τμῆμα Οἰκονομικῶν καὶ Πολιτικῶν Ἐπιστημῶν. Οἱ κατωτέρω ἐνεγράφησαν ὡς φοιτηταί: Ἀγγελίδης Γ., Ἀγγελόπουλος Κ., Ἀθανασίου Δ., Ἀλεξανδρῆς Π., Ἀναστασιάδης Ι., Ἀνδρεάδης Ν., Ἀντωνόπουλος Σ., Ἀποστολίδης Θ., Βασιλείου Ε., Βλάχος Χ., Γεωργίου Α., Γιαννακόπουλος Μ., Δημητρίου Κ., Ζαχαρίου Λ., Ἠλιόπουλος Φ., Θεοδωρίδης Ν., Ἰωάννου Π., Καλογεροπούλου Ε., Καραγιάννης Σ., Κωνσταντίνου Δ., Λαμπράκης Γ., Μαυρίδης Α., Νικολαΐδης Τ., Οἰκονόμου Β., Παπαδόπουλος Ι., Παπανικολάου Ρ., Σταυρίδης Κ., Τσακίρης Μ., Χατζηδάκης Ε., Χριστοδούλου Ν. (928, 2236, 1103, 2403)
article-text: ΛΟΝΔΙΝΟΝ, 13. (Ασ. Πρ.) — Το ελληνικόν φορτηγόν διέτρεχε σοβαρόν κίνδυνον εις την Μάγχην λόγω της θαλασσοταραχής. Ναυαγοσωστικά σκάφη έσπευσαν προς βοήθειαν του πληρώματος. ΤΟΚΙΟ, 13. — Κινεζικόν φορτηγόν εβυθίσθη εις την Ιαπωνικήν θάλασσαν. Διεσώθησαν 17 άνδρες εκ των 43 του πληρώματος, ενώ αι έρευναι διά τους λοιπούς συνεχίζονται. (1318, 1396, 1516, 1479)
article-text: Κατά τηλεγραφήματα των μετεωρολογικών σταθμών, ο καιρός εις την Βόρειον Ελλάδα παρουσιάσθη ολίγον νεφελώδης με χαμηλάς θερμοκρασίας. Εις τα ορεινά διαμερίσματα σημειούνται χιονοπτώσεις και ισχυροί άνεμοι. Αι αρμόδιαι υπηρεσίαι ελήφθησαν μέτρα. ΑΘΗΝΑΙ, 13. — Αι μετακινήσεις προς τα χωρία παρεκωλύθησαν λόγω της κακοκαιρίας, ενώ η θερμοκρασία κατήλθεν αισθητώς κάτω του μηδενός κατά τας πρωινάς ώρας. (189, 1014, 361, 1119)
headline: ΑΠΕΛΑΥΝΕΤΑΙ ΕΚ ΒΑΡΣΟΒΙΑΣ Ο ΑΜΕΡΙΚΑΝΟΣ ΑΕΡΟΠΟΡΙΚΟΣ ΑΚΟΛΟΥΘΟΣ (8, 976, 359, 1012)
table-cell: Αγγλική (375, 773, 403, 783)
subheadline: ΣΥΝΕΧΕΙΑ ΕΚ ΤΗΣ 1ης ΣΕΛΙΔΟΣ (1239, 1382, 1389, 1394)
column-left (8, 59, 361, 2279)
article-text: ΛΟΝΔΙΝΟΝ, 13. (Ασ. Πρ.) — Το ελληνικόν φορτηγόν διέτρεχε σοβαρόν κίνδυνον εις την Μάγχην λόγω της θαλασσοταραχής. Ναυαγοσωστικά σκάφη έσπευσαν προς βοήθειαν του πληρώματος. ΤΟΚΙΟ, 13. — Κινεζικόν φορτηγόν εβυθίσθη εις την Ιαπωνικήν θάλασσαν. Διεσώθησαν 17 άνδρες εκ των 43 του πληρώματος, ενώ αι έρευναι διά τους λοιπούς συνεχίζονται. (1111, 271, 1305, 355)
deck-headline: Εχχραφαί πτυχιούχων ἀνωτάτων σχολῶν εἰς τὴν νομικὴν καί εἰς τὸ τμῆμα Ο.Π.Ε. (589, 174, 1097, 226)
article-text: ΑΘΗΝΑΙ, 13. — Το συμβούλιον κρίσεως αξιωματικών της Χωροφυλακής ήρχισε την εξέτασιν των υπηρεσιακών μεταβολών. Αι εργασίαι του θα συνεχισθούν καθ' όλην την εβδομάδα. Ο κ. Πρωθυπουργός θα παραμείνη εις Αθήνας λόγω των τρεχουσών υποχρεώσεων της Κυβερνήσεως και δεν θα μεταβή εις Ήπειρον. (373, 992, 573, 1066)
article-text: ΛΟΝΔΙΝΟΝ, 13. (Ασ. Πρ.) — Το ελληνικόν φορτηγόν διέτρεχε σοβαρόν κίνδυνον εις την Μάγχην λόγω της θαλασσοταραχής. Ναυαγοσωστικά σκάφη έσπευσαν προς βοήθειαν του πληρώματος. ΤΟΚΙΟ, 13. — Κινεζικόν φορτηγόν εβυθίσθη εις την Ιαπωνικήν θάλασσαν. Διεσώθησαν 17 άνδρες εκ των 43 του πληρώματος, ενώ αι έρευναι διά τους λοιπούς συνεχίζονται. (1318, 532, 1516, 616)
table-cell: Μίλχ. Α' Σ. (10, 1592, 49, 1602)
table-cell: 271,00—269,50 (515, 793, 571, 804)
table-cell: Βάψις 12.80 (135, 1602, 178, 1613)
subheadline: ΕΙΣ ΔΕΥΤΕΡΟΝ ΕΤΟΣ (793, 617, 892, 629)
gold-price-table (373, 773, 573, 825)
article-text: ΛΟΝΔΙΝΟΝ, 13. (Ασ. Πρ.) — Το ελληνικόν φορτηγόν διέτρεχε σοβαρόν κίνδυνον εις την Μάγχην λόγω της θαλασσοταραχής. Ναυαγοσωστικά σκάφη έσπευσαν προς βοήθειαν του πληρώματος. ΤΟΚΙΟ, 13. — Κινεζικόν φορτηγόν εβυθίσθη εις την Ιαπωνικήν θάλασσαν. Διεσώθησαν 17 άνδρες εκ των 43 του πληρώματος, ενώ αι έρευναι διά τους λοιπούς συνεχίζονται. (1111, 1139, 1307, 1223)
article-text: ΛΟΝΔΙΝΟΝ, 13. (Ασ. Πρ.) — Το ελληνικόν φορτηγόν διέτρεχε σοβαρόν κίνδυνον εις την Μάγχην λόγω της θαλασσοταραχής. Ναυαγοσωστικά σκάφη έσπευσαν προς βοήθειαν του πληρώματος. ΤΟΚΙΟ, 13. — Κινεζικόν φορτηγόν εβυθίσθη εις την Ιαπωνικήν θάλασσαν. Διεσώθησαν 17 άνδρες εκ των 43 του πληρώματος, ενώ αι έρευναι διά τους λοιπούς συνεχίζονται. (1111, 512, 1305, 596)
column-rule (367, 57, 368, 2281)
headline: ΛΑΜΒΑΝΟΝΤΑΙ ΜΕΤΡΑ ΔΙΑ ΤΗΝ ΚΑΛΥΤΕΡΑΝ ΛΕΙΤΟΥΡΓΙΑΝ ΤΟΥ ΠΙΚΠΑ (376, 467, 570, 512)
table-cell: Ολύμπ. 19.60 (130, 1623, 178, 1634)
headline: ΔΙΕΣΩΘΗΣΑΝ 17 ΑΝΔΡΕΣ ΕΚ ΤΩΝ 43 ΤΟΥ ΠΛΗΡΩΜΑΤΟΣ (1111, 188, 1420, 225)
subheadline: ΟΙ ΕΠΙΛΑΧΟΝΤΕΣ (973, 1489, 1059, 1500)
table-row (8, 1624, 180, 1635)
headline: ΚΑΡΑΒΑΝΙ 150 ΠΕΡΣΩΝ ΕΞΕΦΑΝΙΣΘΗ ΕΙΣ ΧΙΟΝΟΘΥΕΛΛΑΝ (8, 158, 330, 213)
article-text: Ἀθῆναι, 13. — Ἐδημοσιεύθησαν αἱ ἐγγραφαὶ πτυχιούχων ἀνωτάτων σχολῶν εἰς τὴν νομικὴν σχολὴν καὶ εἰς τὸ τμῆμα Οἰκονομικῶν καὶ Πολιτικῶν Ἐπιστημῶν. Οἱ κατωτέρω ἐνεγράφησαν ὡς φοιτηταί: Ἀγγελίδης Γ., Ἀγγελόπουλος Κ., Ἀθανασίου Δ., Ἀλεξανδρῆς Π., Ἀναστασιάδης Ι., Ἀνδρεάδης Ν., Ἀντωνόπουλος Σ., Ἀποστολίδης Θ., Βασιλείου Ε., Βλάχος Χ., Γεωργίου Α., Γιαννακόπουλος Μ., Δημητρίου Κ., Ζαχαρίου Λ., Ἠλιόπουλος Φ., Θεοδωρίδης Ν., Ἰωάννου Π., Καλογεροπούλου Ε., Καραγιάννης Σ., Κωνσταντίνου Δ., Λαμπράκης Γ., Μαυρίδης Α., Νικολαΐδης Τ., Οἰκονόμου Β., Παπαδόπουλος Ι., Παπανικολάου Ρ., Σταυρίδης Κ., Τσακίρης Μ., Χατζηδάκης Ε., Χριστοδούλου Ν. (928, 767, 1103, 934)
article-text: Ἀθῆναι, 13. — Ἐδημοσιεύθησαν αἱ ἐγγραφαὶ πτυχιούχων ἀνωτάτων σχολῶν εἰς τὴν νομικὴν σχολὴν καὶ εἰς τὸ τμῆμα Οἰκονομικῶν καὶ Πολιτικῶν Ἐπιστημῶν. Οἱ κατωτέρω ἐνεγράφησαν ὡς φοιτηταί: Ἀγγελίδης Γ., Ἀγγελόπουλος Κ., Ἀθανασίου Δ., Ἀλεξανδρῆς Π., Ἀναστασιάδης Ι., Ἀνδρεάδης Ν., Ἀντωνόπουλος Σ., Ἀποστολίδης Θ., Βασιλείου Ε., Βλάχος Χ., Γεωργίου Α., Γιαννακόπουλος Μ., Δημητρίου Κ., Ζαχαρίου Λ., Ἠλιόπουλος Φ., Θεοδωρίδης Ν., Ἰωάννου Π., Καλογεροπούλου Ε., Καραγιάννης Σ., Κωνσταντίνου Δ., Λαμπράκης Γ., Μαυρίδης Α., Νικολαΐδης Τ., Οἰκονόμου Β., Παπαδόπουλος Ι., Παπανικολάου Ρ., Σταυρίδης Κ., Τσακίρης Μ., Χατζηδάκης Ε., Χριστοδούλου Ν. (751, 1401, 913, 1590)
article-text: ΑΘΗΝΑΙ, 13. — Το συμβούλιον κρίσεως αξιωματικών της Χωροφυλακής ήρχισε την εξέτασιν των υπηρεσιακών μεταβολών. Αι εργασίαι του θα συνεχισθούν καθ' όλην την εβδομάδα. Ο κ. Πρωθυπουργός θα παραμείνη εις Αθήνας λόγω των τρεχουσών υποχρεώσεων της Κυβερνήσεως και δεν θα μεταβή εις Ήπειρον. (373, 1447, 573, 1520)
article-text: ΑΘΗΝΑΙ, 13. — Το συμβούλιον κρίσεως αξιωματικών της Χωροφυλακής ήρχισε την εξέτασιν των υπηρεσιακών μεταβολών. Αι εργασίαι του θα συνεχισθούν καθ' όλην την εβδομάδα. Ο κ. Πρωθυπουργός θα παραμείνη εις Αθήνας λόγω των τρεχουσών υποχρεώσεων της Κυβερνήσεως και δεν θα μεταβή εις Ήπειρον. (373, 386, 573, 460)
headline: ΗΚΥΡΩΘΗ ΥΠΟ ΤΟΥ ΣΥΜΒΟΥΛΙΟΥ ΕΠΙΚΡΑΤΕΙΑΣ Η ΑΔΕΙΑ ΥΛΟΤΟΜΙΑΣ ΤΟΥ ΔΑΣΟΥΣ ΚΑΙΣΑΡΙΑΣ (8, 1237, 302, 1290)
article-text: ΛΟΝΔΙΝΟΝ, 13. (Ασ. Πρ.) — Το ελληνικόν φορτηγόν διέτρεχε σοβαρόν κίνδυνον εις την Μάγχην λόγω της θαλασσοταραχής. Ναυαγοσωστικά σκάφη έσπευσαν προς βοήθειαν του πληρώματος. ΤΟΚΙΟ, 13. — Κινεζικόν φορτηγόν εβυθίσθη εις την Ιαπωνικήν θάλασσαν. Διεσώθησαν 17 άνδρες εκ των 43 του πληρώματος, ενώ αι έρευναι διά τους λοιπούς συνεχίζονται. (1111, 1019, 1516, 1060)
headline: Ο ΒΟΥΛΕΥΤΗΣ Κ. ΙΝΤΖΕΣ ΕΖΗΤΗΣΕ ΝΑ ΚΑΘΟΡΙΣΘΟΥΝ ΑΙ ΗΜΕΡΟΜΗΝΙΑΙ ΕΝΑΡΞΕΩΣ ΤΩΝ ΑΓΟΡΩΝ ΚΑΠΝΩΝ (603, 1334, 891, 1386)
headline: Η ΕΚΡΗΞΙΣ ΕΝΟΣ ΠΥΡΗΝΙΚΟΥ ΑΝΤΙΔΡΑΣΤΗΡΟΣ ΔΕΝ ΠΡΟΚΕΙΤΑΙ ΝΑ ΠΡΟΚΑΛΕΣΗ ΜΕΓΑΛΑΣ, ΩΣ ΠΙΣΤΕΥΕΤΑΙ, ΚΑΤΑΣΤΡΟΦΑΣ (8, 784, 308, 854)
article-text: ΑΘΗΝΑΙ, 13. — Το συμβούλιον κρίσεως αξιωματικών της Χωροφυλακής ήρχισε την εξέτασιν των υπηρεσιακών μεταβολών. Αι εργασίαι του θα συνεχισθούν καθ' όλην την εβδομάδα. Ο κ. Πρωθυπουργός θα παραμείνη εις Αθήνας λόγω των τρεχουσών υποχρεώσεων της Κυβερνήσεως και δεν θα μεταβή εις Ήπειρον. (373, 642, 573, 715)
headline: ΑΠΑΙΤΕΙΤΑΙ ΔΑΠΑΝΗ 1.368.000.000 ΛΙΡΩΝ ΣΤΕΡΛΙΝΩΝ ΔΙ' ΕΚΣΥΓΧΡΟΝΙΣΜΟΝ ΤΩΝ ΑΓΓΛΙΚΩΝ ΣΧΟΛΙΚΩΝ ΚΤΙΡΙΩΝ (1113, 730, 1514, 783)
table-cell: Μίλχ. Σ. (10, 1602, 39, 1613)
headline: ΟΧΗΜΑ ΕΦΟΝΕΥΣΕΝ ΕΠΙΒΑΤΗΝ ΕΙΣ ΤΗΝ ΖΑΚΥΝΘΟΝ (8, 488, 351, 538)
article-text: Κατά τηλεγραφήματα των μετεωρολογικών σταθμών, ο καιρός εις την Βόρειον Ελλάδα παρουσιάσθη ολίγον νεφελώδης με χαμηλάς θερμοκρασίας. Εις τα ορεινά διαμερίσματα σημειούνται χιονοπτώσεις και ισχυροί άνεμοι. Αι αρμόδιαι υπηρεσίαι ελήφθησαν μέτρα. ΑΘΗΝΑΙ, 13. — Αι μετακινήσεις προς τα χωρία παρεκωλύθησαν λόγω της κακοκαιρίας, ενώ η θερμοκρασία κατήλθεν αισθητώς κάτω του μηδενός κατά τας πρωινάς ώρας. (8, 656, 180, 761)
headline: Η Δ. ΓΕΡΜΑΝΙΑ ΕΠΙΚΡΙΝΕΙ ΤΟΝ ΑΡΑΒΙΚΟΝ ΣΥΝΔΕΣΜΟΝ ΔΙΑ ΤΗΝ ΑΠΟΦΑΣΙΝ ΠΕΡΙ ΛΗΨΕΩΣ ΜΕΤΡΩΝ ΚΑΤΑ ΚΡΑΤΩΝ ΔΙΑΚΕΙΜΕΝΩΝ ΦΙΛΙΚΩΣ ΠΡΟΣ ΤΟ ΙΣΡΑΗΛ (590, 766, 906, 836)
subheadline: Η ΕΙΣΟΔΟΣ ΤΩΝ ΦΟΙΤΗΤΩΝ (953, 567, 1085, 578)
article-text: ΑΘΗΝΑΙ, 13. — Το συμβούλιον κρίσεως αξιωματικών της Χωροφυλακής ήρχισε την εξέτασιν των υπηρεσιακών μεταβολών. Αι εργασίαι του θα συνεχισθούν καθ' όλην την εβδομάδα. Ο κ. Πρωθυπουργός θα παραμείνη εις Αθήνας λόγω των τρεχουσών υποχρεώσεων της Κυβερνήσεως και δεν θα μεταβή εις Ήπειρον. (373, 514, 573, 587)
headline: ΕΜΠΟΡΙΚΗ ΑΠΟΣΤΟΛΗ ΤΟΥ ΛΟΓΑΝΙΣΤΑΝ ΕΙΣ ΤΟ ΒΕΛΙΓΡΑΔΙΟΝ (1119, 362, 1297, 389)
subheadline: Η ΨΥΧΟΠΑΘΟΛΟΓΙΑ (967, 1122, 1064, 1133)
headline: ΕΛΛΗΝΙΚΟΝ ΦΟΡΤΗΓΟΝ ΚΙΝΔΥΝΕΥΕΙ ΕΙΣ ΤΗΝ ΜΑΓΧΗΝ (1111, 113, 1455, 148)
headline: ΔΙΕΘΝΗ ΕΠΙΤΡΟΠΗΝ ΠΡΟΣ ΕΞΕΤΑΣΙΝ ΤΟΥ ΓΕΡΜΑΝΙΚΟΥ ΖΗΤΕΙ ΤΟ ΥΠΟΥΡΓΙΚΟΝ ΣΥΜΒΟΥΛΙΟΝ ΤΗΣ Δ. ΓΕΡΜΑΝΙΑΣ (1121, 963, 1507, 1016)
article-text: Κατά τηλεγραφήματα των μετεωρολογικών σταθμών, ο καιρός εις την Βόρειον Ελλάδα παρουσιάσθη ολίγον νεφελώδης με χαμηλάς θερμοκρασίας. Εις τα ορεινά διαμερίσματα σημειούνται χιονοπτώσεις και ισχυροί άνεμοι. Αι αρμόδιαι υπηρεσίαι ελήφθησαν μέτρα. ΑΘΗΝΑΙ, 13. — Αι μετακινήσεις προς τα χωρία παρεκωλύθησαν λόγω της κακοκαιρίας, ενώ η θερμοκρασία κατήλθεν αισθητώς κάτω του μηδενός κατά τας πρωινάς ώρας. (8, 210, 180, 315)
article-text: Ἀθῆναι, 13. — Ἐδημοσιεύθησαν αἱ ἐγγραφαὶ πτυχιούχων ἀνωτάτων σχολῶν εἰς τὴν νομικὴν σχολὴν καὶ εἰς τὸ τμῆμα Οἰκονομικῶν καὶ Πολιτικῶν Ἐπιστημῶν. Οἱ κατωτέρω ἐνεγράφησαν ὡς φοιτηταί: Ἀγγελίδης Γ., Ἀγγελόπουλος Κ., Ἀθανασίου Δ., Ἀλεξανδρῆς Π., Ἀναστασιάδης Ι., Ἀνδρεάδης Ν., Ἀντωνόπουλος Σ., Ἀποστολίδης Θ., Βασιλείου Ε., Βλάχος Χ., Γεωργίου Α., Γιαννακόπουλος Μ., Δημητρίου Κ., Ζαχαρίου Λ., Ἠλιόπουλος Φ., Θεοδωρίδης Ν., Ἰωάννου Π., Καλογεροπούλου Ε., Καραγιάννης Σ., Κωνσταντίνου Δ., Λαμπράκης Γ., Μαυρίδης Α., Νικολαΐδης Τ., Οἰκονόμου Β., Παπαδόπουλος Ι., Παπανικολάου Ρ., Σταυρίδης Κ., Τσακίρης Μ., Χατζηδάκης Ε., Χριστοδούλου Ν. (582, 338, 927, 755)
article-text: Ἀθῆναι, 13. — Ἐδημοσιεύθησαν αἱ ἐγγραφαὶ πτυχιούχων ἀνωτάτων σχολῶν εἰς τὴν νομικὴν σχολὴν καὶ εἰς τὸ τμῆμα Οἰκονομικῶν καὶ Πολιτικῶν Ἐπιστημῶν. Οἱ κατωτέρω ἐνεγράφησαν ὡς φοιτηταί: Ἀγγελίδης Γ., Ἀγγελόπουλος Κ., Ἀθανασίου Δ., Ἀλεξανδρῆς Π., Ἀναστασιάδης Ι., Ἀνδρεάδης Ν., Ἀντωνόπουλος Σ., Ἀποστολίδης Θ., Βασιλείου Ε., Βλάχος Χ., Γεωργίου Α., Γιαννακόπουλος Μ., Δημητρίου Κ., Ζαχαρίου Λ., Ἠλιόπουλος Φ., Θεοδωρίδης Ν., Ἰωάννου Π., Καλογεροπούλου Ε., Καραγιάννης Σ., Κωνσταντίνου Δ., Λαμπράκης Γ., Μαυρίδης Α., Νικολαΐδης Τ., Οἰκονόμου Β., Παπαδόπουλος Ι., Παπανικολάου Ρ., Σταυρίδης Κ., Τσακίρης Μ., Χατζηδάκης Ε., Χριστοδούλου Ν. (582, 509, 751, 676)
article-text: ΑΘΗΝΑΙ, 13. — Το συμβούλιον κρίσεως αξιωματικών της Χωροφυλακής ήρχισε την εξέτασιν των υπηρεσιακών μεταβολών. Αι εργασίαι του θα συνεχισθούν καθ' όλην την εβδομάδα. Ο κ. Πρωθυπουργός θα παραμείνη εις Αθήνας λόγω των τρεχουσών υποχρεώσεων της Κυβερνήσεως και δεν θα μεταβή εις Ήπειρον. (373, 1333, 573, 1406)
table-cell: Κρέτα 5.80-6.10 (10, 1623, 67, 1634)
article-text: Κατά τηλεγραφήματα των μετεωρολογικών σταθμών, ο καιρός εις την Βόρειον Ελλάδα παρουσιάσθη ολίγον νεφελώδης με χαμηλάς θερμοκρασίας. Εις τα ορεινά διαμερίσματα σημειούνται χιονοπτώσεις και ισχυροί άνεμοι. Αι αρμόδιαι υπηρεσίαι ελήφθησαν μέτρα. ΑΘΗΝΑΙ, 13. — Αι μετακινήσεις προς τα χωρία παρεκωλύθησαν λόγω της κακοκαιρίας, ενώ η θερμοκρασία κατήλθεν αισθητώς κάτω του μηδενός κατά τας πρωινάς ώρας. (189, 669, 361, 773)
article-text: Ἀθῆναι, 13. — Ἐδημοσιεύθησαν αἱ ἐγγραφαὶ πτυχιούχων ἀνωτάτων σχολῶν εἰς τὴν νομικὴν σχολὴν καὶ εἰς τὸ τμῆμα Οἰκονομικῶν καὶ Πολιτικῶν Ἐπιστημῶν. Οἱ κατωτέρω ἐνεγράφησαν ὡς φοιτηταί: Ἀγγελίδης Γ., Ἀγγελόπουλος Κ., Ἀθανασίου Δ., Ἀλεξανδρῆς Π., Ἀναστασιάδης Ι., Ἀνδρεάδης Ν., Ἀντωνόπουλος Σ., Ἀποστολίδης Θ., Βασιλείου Ε., Βλάχος Χ., Γεωργίου Α., Γιαννακόπουλος Μ., Δημητρίου Κ., Ζαχαρίου Λ., Ἠλιόπουλος Φ., Θεοδωρίδης Ν., Ἰωάννου Π., Καλογεροπούλου Ε., Καραγιάννης Σ., Κωνσταντίνου Δ., Λαμπράκης Γ., Μαυρίδης Α., Νικολαΐδης Τ., Οἰκονόμου Β., Παπαδόπουλος Ι., Παπανικολάου Ρ., Σταυρίδης Κ., Τσακίρης Μ., Χατζηδάκης Ε., Χριστοδούλου Ν. (582, 838, 743, 1027)
subheadline: ΑΠΟΛΛΥΣΙΣ ΕΛΛΗΝ ΝΑΥΤΙΚΟΣ (1344, 519, 1491, 531)
subheadline: ΔΙΑΛΕΞΙΣ (992, 1673, 1040, 1684)
section-banner: Η σπουδάζουσα νεολαία (582, 59, 1103, 166)
article-text: Κατά τηλεγραφήματα των μετεωρολογικών σταθμών, ο καιρός εις την Βόρειον Ελλάδα παρουσιάσθη ολίγον νεφελώδης με χαμηλάς θερμοκρασίας. Εις τα ορεινά διαμερίσματα σημειούνται χιονοπτώσεις και ισχυροί άνεμοι. Αι αρμόδιαι υπηρεσίαι ελήφθησαν μέτρα. ΑΘΗΝΑΙ, 13. — Αι μετακινήσεις προς τα χωρία παρεκωλύθησαν λόγω της κακοκαιρίας, ενώ η θερμοκρασία κατήλθεν αισθητώς κάτω του μηδενός κατά τας πρωινάς ώρας. (8, 1482, 361, 1535)
subheadline: ΕΙΣ ΠΡΩΤΟΝ ΕΤΟΣ (621, 680, 711, 692)
headline: Η ΣΥΡΙΑ ΕΠΙΘΥΜΕΙ ΣΤΕΝΩΤΕΡΑΝ ΣΥΝΕΡΓΑΣΙΑΝ ΜΕΘ' ΟΛΩΝ ΤΩΝ ΣΟΣΙΑΛΙΣΤΙΚΩΝ ΚΟΜΜΑΤΩΝ (1114, 1237, 1513, 1273)
article-text: Ἀθῆναι, 13. — Ἐδημοσιεύθησαν αἱ ἐγγραφαὶ πτυχιούχων ἀνωτάτων σχολῶν εἰς τὴν νομικὴν σχολὴν καὶ εἰς τὸ τμῆμα Οἰκονομικῶν καὶ Πολιτικῶν Ἐπιστημῶν. Οἱ κατωτέρω ἐνεγράφησαν ὡς φοιτηταί: Ἀγγελίδης Γ., Ἀγγελόπουλος Κ., Ἀθανασίου Δ., Ἀλεξανδρῆς Π., Ἀναστασιάδης Ι., Ἀνδρεάδης Ν., Ἀντωνόπουλος Σ., Ἀποστολίδης Θ., Βασιλείου Ε., Βλάχος Χ., Γεωργίου Α., Γιαννακόπουλος Μ., Δημητρίου Κ., Ζαχαρίου Λ., Ἠλιόπουλος Φ., Θεοδωρίδης Ν., Ἰωάννου Π., Καλογεροπούλου Ε., Καραγιάννης Σ., Κωνσταντίνου Δ., Λαμπράκης Γ., Μαυρίδης Α., Νικολαΐδης Τ., Οἰκονόμου Β., Παπαδόπουλος Ι., Παπανικολάου Ρ., Σταυρίδης Κ., Τσακίρης Μ., Χατζηδάκης Ε., Χριστοδούλου Ν. (582, 1389, 743, 1577)
article-text: Ἀθῆναι, 13. — Ἐδημοσιεύθησαν αἱ ἐγγραφαὶ πτυχιούχων ἀνωτάτων σχολῶν εἰς τὴν νομικὴν σχολὴν καὶ εἰς τὸ τμῆμα Οἰκονομικῶν καὶ Πολιτικῶν Ἐπιστημῶν. Οἱ κατωτέρω ἐνεγράφησαν ὡς φοιτηταί: Ἀγγελίδης Γ., Ἀγγελόπουλος Κ., Ἀθανασίου Δ., Ἀλεξανδρῆς Π., Ἀναστασιάδης Ι., Ἀνδρεάδης Ν., Ἀντωνόπουλος Σ., Ἀποστολίδης Θ., Βασιλείου Ε., Βλάχος Χ., Γεωργίου Α., Γιαννακόπουλος Μ., Δημητρίου Κ., Ζαχαρίου Λ., Ἠλιόπουλος Φ., Θεοδωρίδης Ν., Ἰωάννου Π., Καλογεροπούλου Ε., Καραγιάννης Σ., Κωνσταντίνου Δ., Λαμπράκης Γ., Μαυρίδης Α., Νικολαΐδης Τ., Οἰκονόμου Β., Παπαδόπουλος Ι., Παπανικολάου Ρ., Σταυρίδης Κ., Τσακίρης Μ., Χατζηδάκης Ε., Χριστοδούλου Ν. (751, 1131, 913, 1320)
article-text: Ἀθῆναι, 13. — Ἐδημοσιεύθησαν αἱ ἐγγραφαὶ πτυχιούχων ἀνωτάτων σχολῶν εἰς τὴν νομικὴν σχολὴν καὶ εἰς τὸ τμῆμα Οἰκονομικῶν καὶ Πολιτικῶν Ἐπιστημῶν. Οἱ κατωτέρω ἐνεγράφησαν ὡς φοιτηταί: Ἀγγελίδης Γ., Ἀγγελόπουλος Κ., Ἀθανασίου Δ., Ἀλεξανδρῆς Π., Ἀναστασιάδης Ι., Ἀνδρεάδης Ν., Ἀντωνόπουλος Σ., Ἀποστολίδης Θ., Βασιλείου Ε., Βλάχος Χ., Γεωργίου Α., Γιαννακόπουλος Μ., Δημητρίου Κ., Ζαχαρίου Λ., Ἠλιόπουλος Φ., Θεοδωρίδης Ν., Ἰωάννου Π., Καλογεροπούλου Ε., Καραγιάννης Σ., Κωνσταντίνου Δ., Λαμπράκης Γ., Μαυρίδης Α., Νικολαΐδης Τ., Οἰκονόμου Β., Παπαδόπουλος Ι., Παπανικολάου Ρ., Σταυρίδης Κ., Τσακίρης Μ., Χατζηδάκης Ε., Χριστοδούλου Ν. (928, 950, 1103, 1118)
subheadline: ΑΠΕΡΓΟΥΝ ΣΤΗΝ ΤΡΙΤΗΝ ΟΙ ΒΟΗΘΟΙ ΣΤΑΘΜΑΡΧΩΝ (1189, 1276, 1438, 1287)
article-text: Ἀθῆναι, 13. — Ἐδημοσιεύθησαν αἱ ἐγγραφαὶ πτυχιούχων ἀνωτάτων σχολῶν εἰς τὴν νομικὴν σχολὴν καὶ εἰς τὸ τμῆμα Οἰκονομικῶν καὶ Πολιτικῶν Ἐπιστημῶν. Οἱ κατωτέρω ἐνεγράφησαν ὡς φοιτηταί: Ἀγγελίδης Γ., Ἀγγελόπουλος Κ., Ἀθανασίου Δ., Ἀλεξανδρῆς Π., Ἀναστασιάδης Ι., Ἀνδρεάδης Ν., Ἀντωνόπουλος Σ., Ἀποστολίδης Θ., Βασιλείου Ε., Βλάχος Χ., Γεωργίου Α., Γιαννακόπουλος Μ., Δημητρίου Κ., Ζαχαρίου Λ., Ἠλιόπουλος Φ., Θεοδωρίδης Ν., Ἰωάννου Π., Καλογεροπούλου Ε., Καραγιάννης Σ., Κωνσταντίνου Δ., Λαμπράκης Γ., Μαυρίδης Α., Νικολαΐδης Τ., Οἰκονόμου Β., Παπαδόπουλος Ι., Παπανικολάου Ρ., Σταυρίδης Κ., Τσακίρης Μ., Χατζηδάκης Ε., Χριστοδούλου Ν. (751, 838, 913, 1027)
article-text: Κατά τηλεγραφήματα των μετεωρολογικών σταθμών, ο καιρός εις την Βόρειον Ελλάδα παρουσιάσθη ολίγον νεφελώδης με χαμηλάς θερμοκρασίας. Εις τα ορεινά διαμερίσματα σημειούνται χιονοπτώσεις και ισχυροί άνεμοι. Αι αρμόδιαι υπηρεσίαι ελήφθησαν μέτρα. ΑΘΗΝΑΙ, 13. — Αι μετακινήσεις προς τα χωρία παρεκωλύθησαν λόγω της κακοκαιρίας, ενώ η θερμοκρασία κατήλθεν αισθητώς κάτω του μηδενός κατά τας πρωινάς ώρας. (189, 279, 361, 383)
article-text: ΛΟΝΔΙΝΟΝ, 13. (Ασ. Πρ.) — Το ελληνικόν φορτηγόν διέτρεχε σοβαρόν κίνδυνον εις την Μάγχην λόγω της θαλασσοταραχής. Ναυαγοσωστικά σκάφη έσπευσαν προς βοήθειαν του πληρώματος. ΤΟΚΙΟ, 13. — Κινεζικόν φορτηγόν εβυθίσθη εις την Ιαπωνικήν θάλασσαν. Διεσώθησαν 17 άνδρες εκ των 43 του πληρώματος, ενώ αι έρευναι διά τους λοιπούς συνεχίζονται. (1111, 798, 1516, 840)
page-brand-badge: Σελίς 7 (1282, 63, 1514, 108)
headline: ΟΛΙΓΟΝ ΝΕΦΕΛΩΔΗΣ Ο ΚΑΙΡΟΣ ΕΙΣ ΒΟΡΕΙΟΝ ΕΛΛΑΔΑ (8, 57, 341, 112)
headline: Ο Κ. ΠΡΩΘΥΠΟΥΡΓΟΣ ΔΕΝ ΘΑ ΜΕΤΑΒΗ ΕΙΣ ΗΠΕΙΡΟΝ ΚΑΙ ΘΕΣΣΑΛΙΑΝ (380, 212, 566, 257)
table-cell: Ελισαβέτ (375, 783, 407, 793)
subheadline: ΓΕΩΠΟΝΟΔΑΣΟΛΟΓΙΚΗ (959, 938, 1073, 949)
headline: ΤΑ ΕΡΓΟΣΤΑΣΙΑ ΙΜΑΤΙΣΜΟΥ ΤΗΣ ΣΟΒ. ΡΩΣΙΑΣ ΑΠΑΛΛΑΣΣΟΝΤΑΙ ΤΟΥ ΚΡΑΤΙΚΟΥ ΕΛΕΓΧΟΥ (1142, 1073, 1485, 1108)
subheadline: 3 ΥΠΟ ΤΟ ΜΗΔΕΝ ΕΙΣ ΦΛΩΡΙΝΑΝ (15, 319, 172, 330)
article-text: Ἀθῆναι, 13. — Ἐδημοσιεύθησαν αἱ ἐγγραφαὶ πτυχιούχων ἀνωτάτων σχολῶν εἰς τὴν νομικὴν σχολὴν καὶ εἰς τὸ τμῆμα Οἰκονομικῶν καὶ Πολιτικῶν Ἐπιστημῶν. Οἱ κατωτέρω ἐνεγράφησαν ὡς φοιτηταί: Ἀγγελίδης Γ., Ἀγγελόπουλος Κ., Ἀθανασίου Δ., Ἀλεξανδρῆς Π., Ἀναστασιάδης Ι., Ἀνδρεάδης Ν., Ἀντωνόπουλος Σ., Ἀποστολίδης Θ., Βασιλείου Ε., Βλάχος Χ., Γεωργίου Α., Γιαννακόπουλος Μ., Δημητρίου Κ., Ζαχαρίου Λ., Ἠλιόπουλος Φ., Θεοδωρίδης Ν., Ἰωάννου Π., Καλογεροπούλου Ε., Καραγιάννης Σ., Κωνσταντίνου Δ., Λαμπράκης Γ., Μαυρίδης Α., Νικολαΐδης Τ., Οἰκονόμου Β., Παπαδόπουλος Ι., Παπανικολάου Ρ., Σταυρίδης Κ., Τσακίρης Μ., Χατζηδάκης Ε., Χριστοδούλου Ν. (928, 1134, 1103, 1302)
subheadline: Η ΑΠΕΡΓΙΑ ΕΡΓΟΔΗΓΩΝ (959, 1856, 1073, 1868)
article-text: Κατά τηλεγραφήματα των μετεωρολογικών σταθμών, ο καιρός εις την Βόρειον Ελλάδα παρουσιάσθη ολίγον νεφελώδης με χαμηλάς θερμοκρασίας. Εις τα ορεινά διαμερίσματα σημειούνται χιονοπτώσεις και ισχυροί άνεμοι. Αι αρμόδιαι υπηρεσίαι ελήφθησαν μέτρα. ΑΘΗΝΑΙ, 13. — Αι μετακινήσεις προς τα χωρία παρεκωλύθησαν λόγω της κακοκαιρίας, ενώ η θερμοκρασία κατήλθεν αισθητώς κάτω του μηδενός κατά τας πρωινάς ώρας. (8, 1172, 361, 1224)
article-text: ΛΟΝΔΙΝΟΝ, 13. (Ασ. Πρ.) — Το ελληνικόν φορτηγόν διέτρεχε σοβαρόν κίνδυνον εις την Μάγχην λόγω της θαλασσοταραχής. Ναυαγοσωστικά σκάφη έσπευσαν προς βοήθειαν του πληρώματος. ΤΟΚΙΟ, 13. — Κινεζικόν φορτηγόν εβυθίσθη εις την Ιαπωνικήν θάλασσαν. Διεσώθησαν 17 άνδρες εκ των 43 του πληρώματος, ενώ αι έρευναι διά τους λοιπούς συνεχίζονται. (1315, 1111, 1514, 1195)
table-row (8, 1593, 180, 1603)
headline: ΤΟ ΧΡΗΜΑΤΙΣΤΗΡΙΟΝ ΤΩΝ ΕΜΠΟΡΕΥΜΑΤΩΝ (8, 1547, 243, 1589)
table-cell: ΚΟΥΤΣ 60/70 (128, 1613, 178, 1623)
headline: ΚΙΝΕΖΙΚΟΝ ΕΒΥΘΙΣΘΗ ΕΙΣ ΤΗΝ ΙΑΠΩΝΙΚΗΝ ΘΑΛΑΣΣΑΝ (1111, 150, 1434, 186)
